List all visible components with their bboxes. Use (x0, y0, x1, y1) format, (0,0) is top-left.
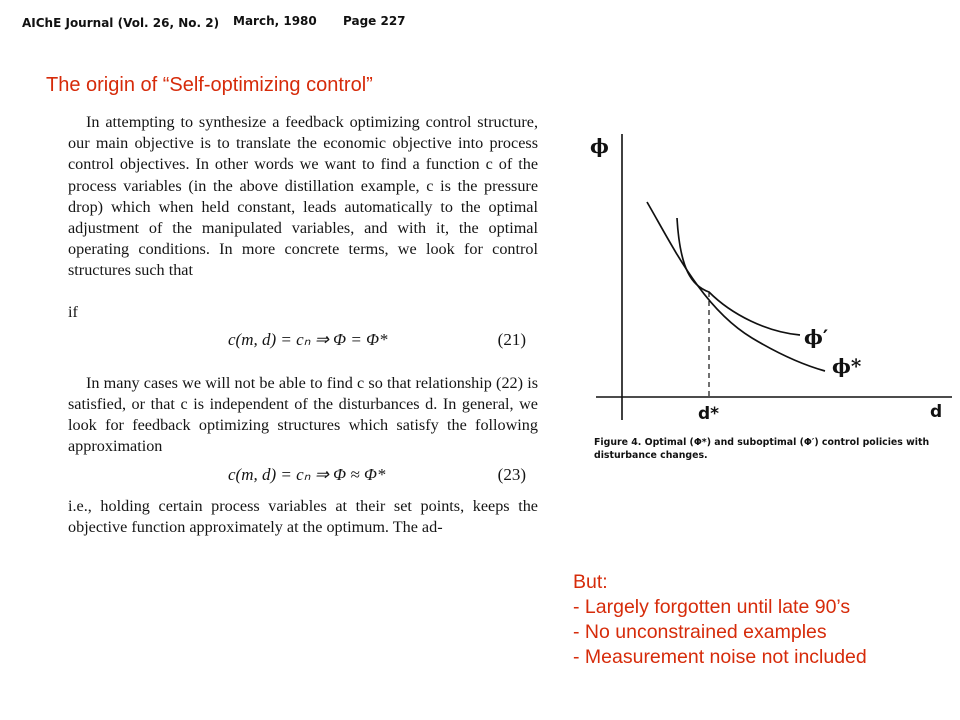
suboptimal-curve-label: ϕ′ (804, 325, 829, 349)
optimal-curve (647, 202, 825, 371)
x-axis-label: d (930, 402, 943, 422)
notes-line-3: - No unconstrained examples (573, 621, 827, 643)
excerpt-paragraph-1: In attempting to synthesize a feedback optimizing control structure, our main objective is to translate the economic objective into process control objectives. In other words we want to find a function c of the process variables (in the above distillation example, c is the pressure drop) which when held constant, leads automatically to the optimal adjustment of the manipulated variables, and with it, the optimal operating conditions. In more concrete terms, we look for control structures such that (68, 113, 538, 280)
excerpt-paragraph-2: In many cases we will not be able to find c so that relationship (22) is satisfied, or that c is independent of the disturbances d. In general, we look for feedback optimizing structures which satisfy the following approximation (68, 373, 538, 456)
notes-line-2: - Largely forgotten until late 90’s (573, 596, 851, 618)
d-star-tick-label: d* (698, 404, 720, 424)
slide-title: The origin of “Self-optimizing control” (46, 74, 373, 96)
equation-23-body: c(m, d) = cₙ ⇒ Φ ≈ Φ* (228, 464, 386, 484)
figure-4-plot (572, 120, 960, 480)
date-header: March, 1980 (233, 14, 317, 28)
optimal-curve-label: ϕ* (832, 354, 862, 378)
notes-line-1: But: (573, 571, 608, 593)
y-axis-label: ϕ (590, 134, 609, 158)
equation-21 (68, 323, 538, 361)
page-header: Page 227 (343, 14, 406, 28)
paper-excerpt (68, 112, 538, 542)
slide-notes (573, 570, 867, 670)
excerpt-if-word: if (68, 302, 78, 321)
excerpt-paragraph-3: i.e., holding certain process variables at their set points, keeps the objective function approximately at the optimum. The ad- (68, 496, 538, 536)
suboptimal-curve (677, 218, 800, 335)
equation-21-body: c(m, d) = cₙ ⇒ Φ = Φ* (228, 329, 388, 349)
journal-header: AIChE Journal (Vol. 26, No. 2) (22, 16, 220, 30)
notes-line-4: - Measurement noise not included (573, 646, 867, 668)
figure-caption: Figure 4. Optimal (Φ*) and suboptimal (Φ′) control policies with disturbance changes. (594, 437, 930, 461)
equation-23 (68, 458, 538, 496)
equation-21-number: (21) (497, 329, 526, 349)
equation-23-number: (23) (497, 464, 526, 484)
